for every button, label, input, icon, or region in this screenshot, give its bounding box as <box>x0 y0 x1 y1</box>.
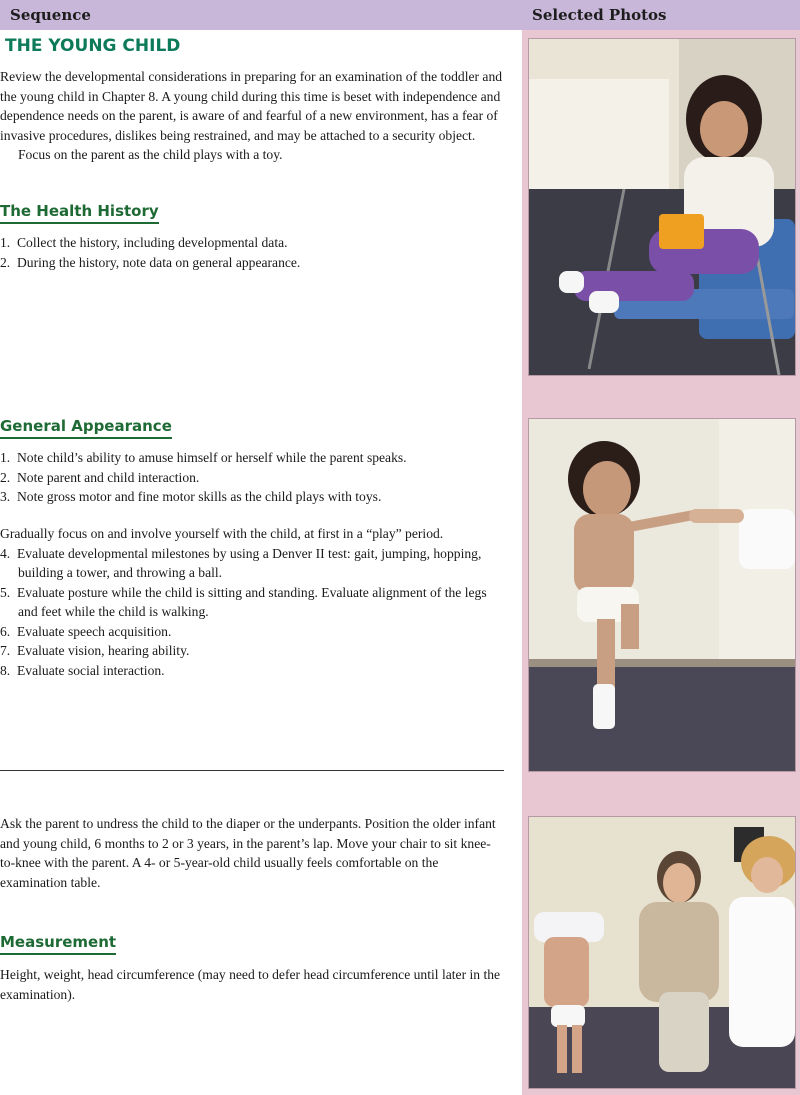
health-history-list <box>0 233 505 272</box>
list-item: 1. Collect the history, including developmental data. <box>0 235 288 250</box>
photo-child-standing-on-one-leg <box>528 418 796 772</box>
intro-focus-line: Focus on the parent as the child plays with a toy. <box>18 147 283 162</box>
undress-paragraph: Ask the parent to undress the child to the diaper or the underpants. Position the older infant and young child, 6 months to 2 or 3 years, in the parent’s lap. Move your chair to sit knee-to-knee with the parent. A 4- or 5-year-old child usually feels comfortable on the examination table. <box>0 816 496 890</box>
photo-child-sitting-with-toy <box>528 38 796 376</box>
section-title: THE YOUNG CHILD <box>5 36 181 56</box>
list-item: 2. Note parent and child interaction. <box>0 469 200 485</box>
list-item: 8. Evaluate social interaction. <box>0 662 165 678</box>
general-appearance-block-b <box>0 524 505 680</box>
section-divider <box>0 770 504 771</box>
intro-paragraph: Review the developmental considerations in preparing for an examination of the toddler and the young child in Chapter 8. A young child during this time is beset with independence and dependence needs on the parent, is aware of and fearful of a new environment, has a fear of invasive procedures, dislikes being restrained, and may be attached to a security object. <box>0 69 503 143</box>
list-item: 4. Evaluate developmental milestones by using a Denver II test: gait, jumping, hopping, building a tower, and throwing a ball. <box>0 545 482 580</box>
list-item: 2. During the history, note data on general appearance. <box>0 254 301 270</box>
list-item: 6. Evaluate speech acquisition. <box>0 623 172 639</box>
photos-column-header: Selected Photos <box>532 6 667 24</box>
photo-column <box>522 30 800 1095</box>
header-bar <box>0 0 800 30</box>
measurement-heading: Measurement <box>0 933 116 955</box>
sequence-column-header: Sequence <box>10 6 91 24</box>
list-item: 1. Note child’s ability to amuse himself or herself while the parent speaks. <box>0 450 407 465</box>
measurement-text: Height, weight, head circumference (may need to defer head circumference until later in the examination). <box>0 967 501 1002</box>
list-item: 5. Evaluate posture while the child is sitting and standing. Evaluate alignment of the legs and feet while the child is walking. <box>0 584 487 619</box>
general-appearance-heading: General Appearance <box>0 417 172 439</box>
list-item: 3. Note gross motor and fine motor skills as the child plays with toys. <box>0 489 382 504</box>
list-item: 7. Evaluate vision, hearing ability. <box>0 643 190 658</box>
photo-parent-undressing-child <box>528 816 796 1089</box>
general-appearance-list-a <box>0 448 505 507</box>
play-period-text: Gradually focus on and involve yourself with the child, at first in a “play” period. <box>0 526 444 541</box>
health-history-heading: The Health History <box>0 202 159 224</box>
intro-block <box>0 67 505 165</box>
